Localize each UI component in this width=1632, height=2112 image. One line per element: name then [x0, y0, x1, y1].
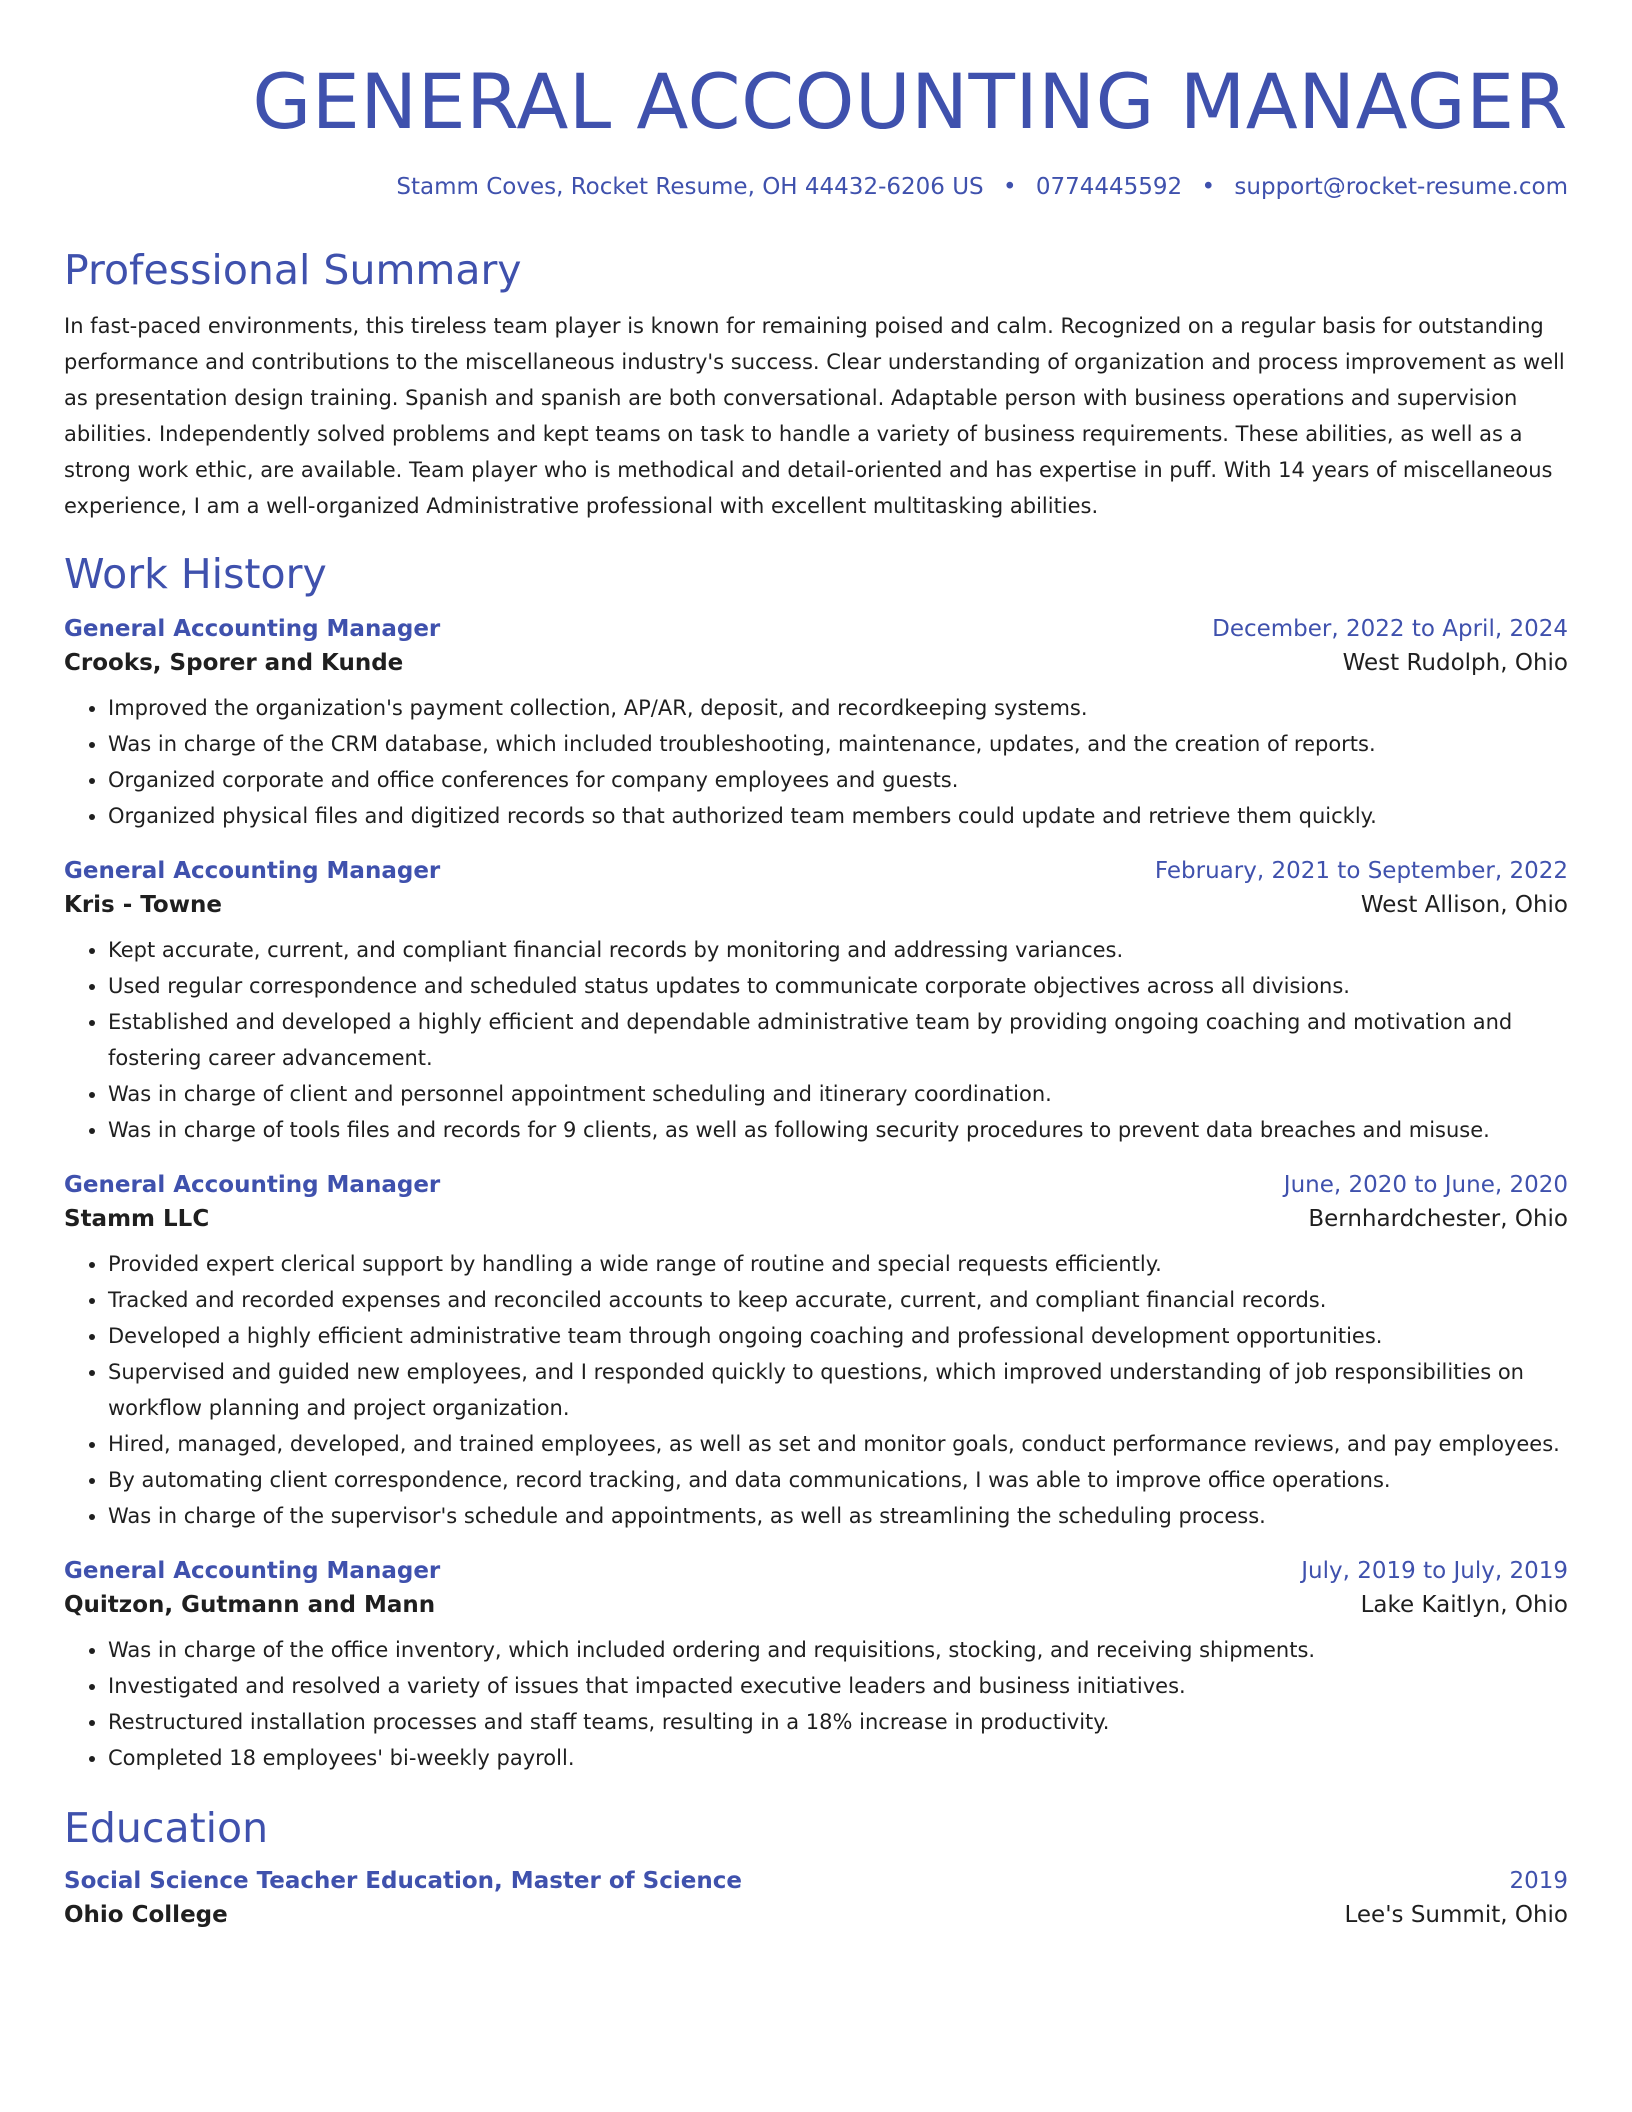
- job-company-row: [64, 1206, 1568, 1232]
- job-bullet: • Restructured installation processes and staff teams, resulting in a 18% increase in productivity.: [108, 1704, 1568, 1740]
- education-location: Lee's Summit, Ohio: [1344, 1902, 1568, 1928]
- contact-phone: 0774445592: [1035, 174, 1183, 200]
- job-bullet: • Was in charge of tools files and records for 9 clients, as well as following security procedures to prevent data breaches and misuse.: [108, 1112, 1568, 1148]
- job-header-row: [64, 858, 1568, 884]
- summary-text: In fast-paced environments, this tireless team player is known for remaining poised and calm. Recognized on a regular basis for outstanding performance and contributions to the miscellaneous industry's success. Clear understanding of organization and process improvement as well as presentation design training. Spanish and spanish are both conversational. Adaptable person with business operations and supervision abilities. Independently solved problems and kept teams on task to handle a variety of business requirements. These abilities, as well as a strong work ethic, are available. Team player who is methodical and detail-oriented and has expertise in puff. With 14 years of miscellaneous experience, I am a well-organized Administrative professional with excellent multitasking abilities.: [64, 314, 1565, 518]
- job-bullets: [64, 1246, 1568, 1534]
- job-dates: December, 2022 to April, 2024: [1212, 616, 1568, 642]
- job-bullet: • Organized corporate and office conferences for company employees and guests.: [108, 762, 1568, 798]
- resume-name: GENERAL ACCOUNTING MANAGER: [252, 57, 1568, 146]
- job-location: West Allison, Ohio: [1360, 892, 1568, 918]
- job-company: Kris - Towne: [64, 892, 222, 918]
- job-bullet: • Tracked and recorded expenses and reconciled accounts to keep accurate, current, and compliant financial records.: [108, 1282, 1568, 1318]
- job-entry: [64, 616, 1568, 834]
- job-company-row: [64, 1592, 1568, 1618]
- job-title: General Accounting Manager: [64, 1558, 441, 1584]
- job-bullet: • Investigated and resolved a variety of issues that impacted executive leaders and business initiatives.: [108, 1668, 1568, 1704]
- contact-address: Stamm Coves, Rocket Resume, OH 44432-6206 US: [396, 174, 984, 200]
- education-school-row: [64, 1902, 1568, 1928]
- contact-separator: •: [1002, 174, 1017, 200]
- job-company: Quitzon, Gutmann and Mann: [64, 1592, 436, 1618]
- job-entry: [64, 1172, 1568, 1534]
- job-company: Crooks, Sporer and Kunde: [64, 650, 404, 676]
- education-year: 2019: [1509, 1868, 1568, 1894]
- job-header-row: [64, 1172, 1568, 1198]
- job-title: General Accounting Manager: [64, 616, 441, 642]
- job-bullets: [64, 690, 1568, 834]
- job-bullet: • Was in charge of client and personnel appointment scheduling and itinerary coordination.: [108, 1076, 1568, 1112]
- job-company: Stamm LLC: [64, 1206, 210, 1232]
- job-company-row: [64, 650, 1568, 676]
- job-entry: [64, 858, 1568, 1148]
- contact-line: [64, 174, 1568, 200]
- summary-heading: Professional Summary: [64, 246, 522, 294]
- contact-separator: •: [1201, 174, 1216, 200]
- education-entry: [64, 1868, 1568, 1928]
- job-entry: [64, 1558, 1568, 1776]
- job-bullet: • Provided expert clerical support by handling a wide range of routine and special requests efficiently.: [108, 1246, 1568, 1282]
- job-bullet: • Developed a highly efficient administrative team through ongoing coaching and professional development opportunities.: [108, 1318, 1568, 1354]
- contact-email: support@rocket-resume.com: [1234, 174, 1568, 200]
- job-header-row: [64, 616, 1568, 642]
- education-degree: Social Science Teacher Education, Master of Science: [64, 1868, 742, 1894]
- job-bullet: • Supervised and guided new employees, and I responded quickly to questions, which improved understanding of job responsibilities on workflow planning and project organization.: [108, 1354, 1568, 1426]
- job-dates: July, 2019 to July, 2019: [1301, 1558, 1568, 1584]
- job-bullet: • Completed 18 employees' bi-weekly payroll.: [108, 1740, 1568, 1776]
- job-bullet: • Organized physical files and digitized records so that authorized team members could update and retrieve them quickly.: [108, 798, 1568, 834]
- job-title: General Accounting Manager: [64, 1172, 441, 1198]
- job-bullet: • Improved the organization's payment collection, AP/AR, deposit, and recordkeeping systems.: [108, 690, 1568, 726]
- education-school: Ohio College: [64, 1902, 228, 1928]
- job-dates: June, 2020 to June, 2020: [1283, 1172, 1568, 1198]
- job-bullets: [64, 1632, 1568, 1776]
- job-location: Bernhardchester, Ohio: [1308, 1206, 1568, 1232]
- education-degree-row: [64, 1868, 1568, 1894]
- job-bullet: • Was in charge of the CRM database, which included troubleshooting, maintenance, updates, and the creation of reports.: [108, 726, 1568, 762]
- job-location: West Rudolph, Ohio: [1342, 650, 1568, 676]
- job-company-row: [64, 892, 1568, 918]
- job-bullet: • By automating client correspondence, record tracking, and data communications, I was able to improve office operations.: [108, 1462, 1568, 1498]
- work-history-heading: Work History: [64, 550, 327, 598]
- education-heading: Education: [64, 1804, 269, 1852]
- job-location: Lake Kaitlyn, Ohio: [1360, 1592, 1568, 1618]
- job-header-row: [64, 1558, 1568, 1584]
- job-dates: February, 2021 to September, 2022: [1154, 858, 1568, 884]
- job-bullet: • Kept accurate, current, and compliant financial records by monitoring and addressing variances.: [108, 932, 1568, 968]
- job-bullet: • Was in charge of the supervisor's schedule and appointments, as well as streamlining the scheduling process.: [108, 1498, 1568, 1534]
- job-bullet: • Used regular correspondence and scheduled status updates to communicate corporate objectives across all divisions.: [108, 968, 1568, 1004]
- job-bullet: • Established and developed a highly efficient and dependable administrative team by providing ongoing coaching and motivation and fostering career advancement.: [108, 1004, 1568, 1076]
- job-title: General Accounting Manager: [64, 858, 441, 884]
- job-bullets: [64, 932, 1568, 1148]
- job-bullet: • Was in charge of the office inventory, which included ordering and requisitions, stocking, and receiving shipments.: [108, 1632, 1568, 1668]
- job-bullet: • Hired, managed, developed, and trained employees, as well as set and monitor goals, conduct performance reviews, and pay employees.: [108, 1426, 1568, 1462]
